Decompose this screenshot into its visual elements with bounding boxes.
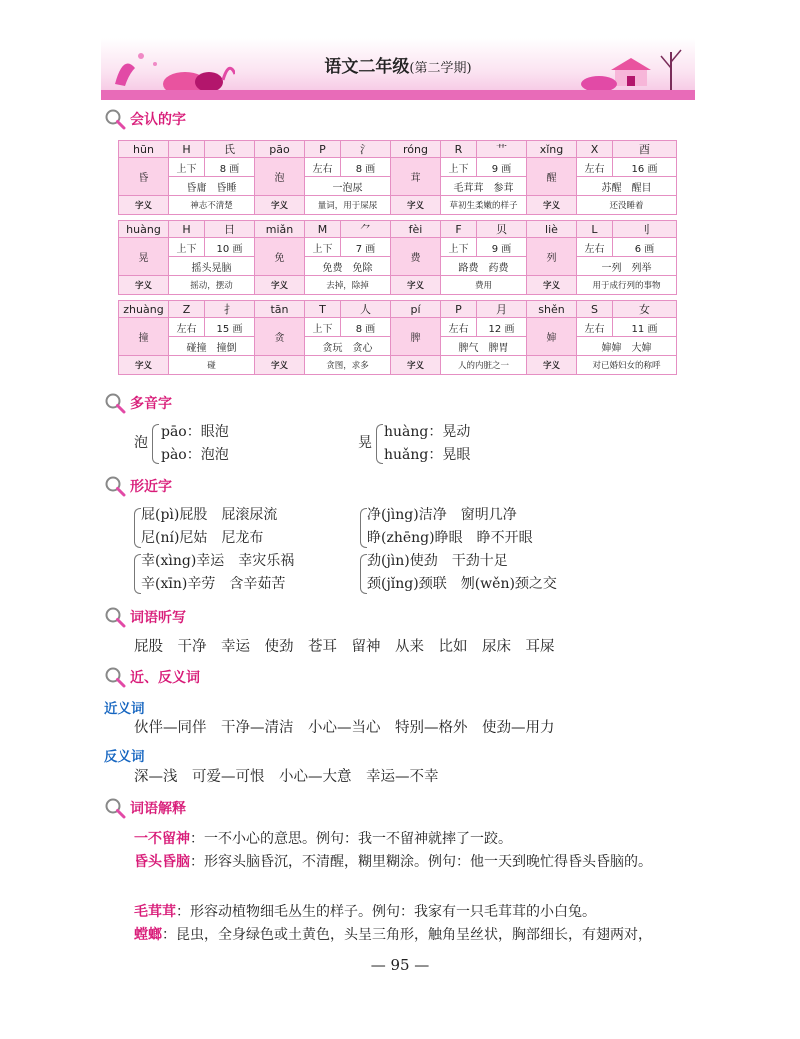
pinyin-cell: róng [391, 141, 441, 158]
similar-line: 辛(xīn)辛劳 含辛茹苦 [141, 576, 286, 592]
pinyin-cell: huàng [119, 221, 169, 238]
radical-cell: 氏 [205, 141, 255, 158]
section-synant: 近、反义词 [104, 665, 200, 689]
explanation-item: 昏头昏脑：形容头脑昏沉，不清醒，糊里糊涂。例句：他一天到晚忙得昏头昏脑的。 [134, 854, 652, 870]
pinyin-cell: shěn [527, 301, 577, 318]
brace [152, 424, 159, 464]
explanation-item: 一不留神：一不小心的意思。例句：我一不留神就摔了一跤。 [134, 831, 512, 847]
meaning-label-cell: 字义 [119, 276, 169, 295]
radical-cell: 扌 [205, 301, 255, 318]
polyphone-reading: pào：泡泡 [161, 447, 229, 463]
character-cell: 醒 [527, 158, 577, 196]
synonym-list: 伙伴—同伴 干净—清洁 小心—当心 特别—格外 使劲—用力 [134, 720, 555, 736]
words-cell: 贪玩 贪心 [305, 337, 391, 356]
words-cell: 免费 免除 [305, 257, 391, 276]
radical-cell: 贝 [477, 221, 527, 238]
words-cell: 婶婶 大婶 [577, 337, 677, 356]
character-cell: 免 [255, 238, 305, 276]
similar-line: 劲(jìn)使劲 干劲十足 [367, 553, 508, 569]
meaning-label-cell: 字义 [527, 196, 577, 215]
character-cell: 费 [391, 238, 441, 276]
structure-cell: 左右 [169, 318, 205, 337]
structure-cell: 上下 [441, 238, 477, 257]
character-cell: 晃 [119, 238, 169, 276]
radical-cell: 氵 [341, 141, 391, 158]
words-cell: 昏庸 昏睡 [169, 177, 255, 196]
pinyin-cell: pāo [255, 141, 305, 158]
radical-cell: 艹 [477, 141, 527, 158]
meaning-cell: 量词，用于屎尿 [305, 196, 391, 215]
character-cell: 贪 [255, 318, 305, 356]
structure-cell: 上下 [441, 158, 477, 177]
strokes-cell: 7 画 [341, 238, 391, 257]
meaning-cell: 人的内脏之一 [441, 356, 527, 375]
structure-cell: 左右 [577, 238, 613, 257]
meaning-cell: 摇动，摆动 [169, 276, 255, 295]
magnifier-icon [104, 666, 126, 688]
radical-cell: 刂 [613, 221, 677, 238]
character-cell: 泡 [255, 158, 305, 196]
meaning-label-cell: 字义 [391, 356, 441, 375]
synonym-heading: 近义词 [104, 701, 145, 717]
similar-line: 幸(xìng)幸运 幸灾乐祸 [141, 553, 295, 569]
words-cell: 摇头晃脑 [169, 257, 255, 276]
section-explain: 词语解释 [104, 796, 186, 820]
structure-cell: 上下 [169, 238, 205, 257]
section-similar: 形近字 [104, 474, 172, 498]
pinyin-cell: xǐng [527, 141, 577, 158]
polyphone-reading: pāo：眼泡 [161, 424, 229, 440]
words-cell: 一泡尿 [305, 177, 391, 196]
magnifier-icon [104, 797, 126, 819]
pinyin-cell: liè [527, 221, 577, 238]
antonym-list: 深—浅 可爱—可恨 小心—大意 幸运—不幸 [134, 769, 439, 785]
similar-line: 尼(ní)尼姑 尼龙布 [141, 530, 264, 546]
brace [360, 508, 367, 548]
page-number: — 95 — [370, 956, 430, 974]
radical-cell: ⺈ [341, 221, 391, 238]
header-banner [101, 38, 695, 100]
initial-letter-cell: S [577, 301, 613, 318]
meaning-label-cell: 字义 [255, 356, 305, 375]
initial-letter-cell: X [577, 141, 613, 158]
explanation-item: 毛茸茸：形容动植物细毛丛生的样子。例句：我家有一只毛茸茸的小白兔。 [134, 904, 596, 920]
words-cell: 脾气 脾胃 [441, 337, 527, 356]
structure-cell: 上下 [169, 158, 205, 177]
character-cell: 婶 [527, 318, 577, 356]
similar-line: 睁(zhēng)睁眼 睁不开眼 [367, 530, 533, 546]
brace [134, 554, 141, 594]
meaning-label-cell: 字义 [255, 276, 305, 295]
meaning-label-cell: 字义 [391, 196, 441, 215]
words-cell: 一列 列举 [577, 257, 677, 276]
radical-cell: 酉 [613, 141, 677, 158]
polyphone-reading: huàng：晃动 [384, 424, 471, 440]
strokes-cell: 16 画 [613, 158, 677, 177]
initial-letter-cell: F [441, 221, 477, 238]
meaning-cell: 还没睡着 [577, 196, 677, 215]
magnifier-icon [104, 606, 126, 628]
polyphone-char: 晃 [358, 435, 372, 451]
character-table [118, 140, 677, 375]
polyphone-char: 泡 [134, 435, 148, 451]
strokes-cell: 9 画 [477, 158, 527, 177]
character-cell: 撞 [119, 318, 169, 356]
similar-line: 净(jìng)洁净 窗明几净 [367, 507, 517, 523]
meaning-cell: 贪图，求多 [305, 356, 391, 375]
structure-cell: 上下 [305, 238, 341, 257]
section-polyphone: 多音字 [104, 391, 172, 415]
meaning-label-cell: 字义 [527, 276, 577, 295]
strokes-cell: 12 画 [477, 318, 527, 337]
words-cell: 毛茸茸 参茸 [441, 177, 527, 196]
pinyin-cell: miǎn [255, 221, 305, 238]
pinyin-cell: pí [391, 301, 441, 318]
structure-cell: 左右 [577, 318, 613, 337]
initial-letter-cell: H [169, 221, 205, 238]
character-cell: 昏 [119, 158, 169, 196]
explanation-item: 螳螂：昆虫，全身绿色或土黄色，头呈三角形，触角呈丝状，胸部细长，有翅两对， [134, 927, 652, 943]
structure-cell: 左右 [441, 318, 477, 337]
structure-cell: 上下 [305, 318, 341, 337]
meaning-label-cell: 字义 [119, 356, 169, 375]
similar-line: 颈(jǐng)颈联 刎(wěn)颈之交 [367, 576, 557, 592]
meaning-cell: 对已婚妇女的称呼 [577, 356, 677, 375]
strokes-cell: 8 画 [205, 158, 255, 177]
dictation-words: 屁股 干净 幸运 使劲 苍耳 留神 从来 比如 尿床 耳屎 [134, 639, 555, 655]
meaning-cell: 用于成行列的事物 [577, 276, 677, 295]
initial-letter-cell: P [305, 141, 341, 158]
structure-cell: 左右 [305, 158, 341, 177]
meaning-cell: 费用 [441, 276, 527, 295]
strokes-cell: 9 画 [477, 238, 527, 257]
radical-cell: 女 [613, 301, 677, 318]
initial-letter-cell: M [305, 221, 341, 238]
meaning-label-cell: 字义 [391, 276, 441, 295]
meaning-cell: 去掉，除掉 [305, 276, 391, 295]
pinyin-cell: hūn [119, 141, 169, 158]
character-cell: 茸 [391, 158, 441, 196]
polyphone-reading: huǎng：晃眼 [384, 447, 471, 463]
words-cell: 碰撞 撞倒 [169, 337, 255, 356]
meaning-label-cell: 字义 [255, 196, 305, 215]
magnifier-icon [104, 475, 126, 497]
meaning-cell: 草初生柔嫩的样子 [441, 196, 527, 215]
section-recognize: 会认的字 [104, 107, 186, 131]
initial-letter-cell: H [169, 141, 205, 158]
radical-cell: 日 [205, 221, 255, 238]
strokes-cell: 8 画 [341, 318, 391, 337]
meaning-label-cell: 字义 [119, 196, 169, 215]
initial-letter-cell: T [305, 301, 341, 318]
pinyin-cell: tān [255, 301, 305, 318]
strokes-cell: 10 画 [205, 238, 255, 257]
meaning-label-cell: 字义 [527, 356, 577, 375]
antonym-heading: 反义词 [104, 749, 145, 765]
header-band [101, 90, 695, 100]
structure-cell: 左右 [577, 158, 613, 177]
strokes-cell: 11 画 [613, 318, 677, 337]
meaning-cell: 碰 [169, 356, 255, 375]
initial-letter-cell: P [441, 301, 477, 318]
brace [376, 424, 383, 464]
words-cell: 路费 药费 [441, 257, 527, 276]
character-cell: 脾 [391, 318, 441, 356]
house-tree-decoration-icon [581, 40, 691, 92]
brace [134, 508, 141, 548]
page-title: 语文二年级(第二学期) [324, 57, 472, 77]
radical-cell: 月 [477, 301, 527, 318]
initial-letter-cell: L [577, 221, 613, 238]
strokes-cell: 6 画 [613, 238, 677, 257]
meaning-cell: 神志不清楚 [169, 196, 255, 215]
brace [360, 554, 367, 594]
character-cell: 列 [527, 238, 577, 276]
radical-cell: 人 [341, 301, 391, 318]
initial-letter-cell: R [441, 141, 477, 158]
pinyin-cell: fèi [391, 221, 441, 238]
words-cell: 苏醒 醒目 [577, 177, 677, 196]
strokes-cell: 15 画 [205, 318, 255, 337]
similar-line: 屁(pì)屁股 屁滚尿流 [141, 507, 278, 523]
section-dictation: 词语听写 [104, 605, 186, 629]
initial-letter-cell: Z [169, 301, 205, 318]
magnifier-icon [104, 392, 126, 414]
magnifier-icon [104, 108, 126, 130]
pinyin-cell: zhuàng [119, 301, 169, 318]
strokes-cell: 8 画 [341, 158, 391, 177]
